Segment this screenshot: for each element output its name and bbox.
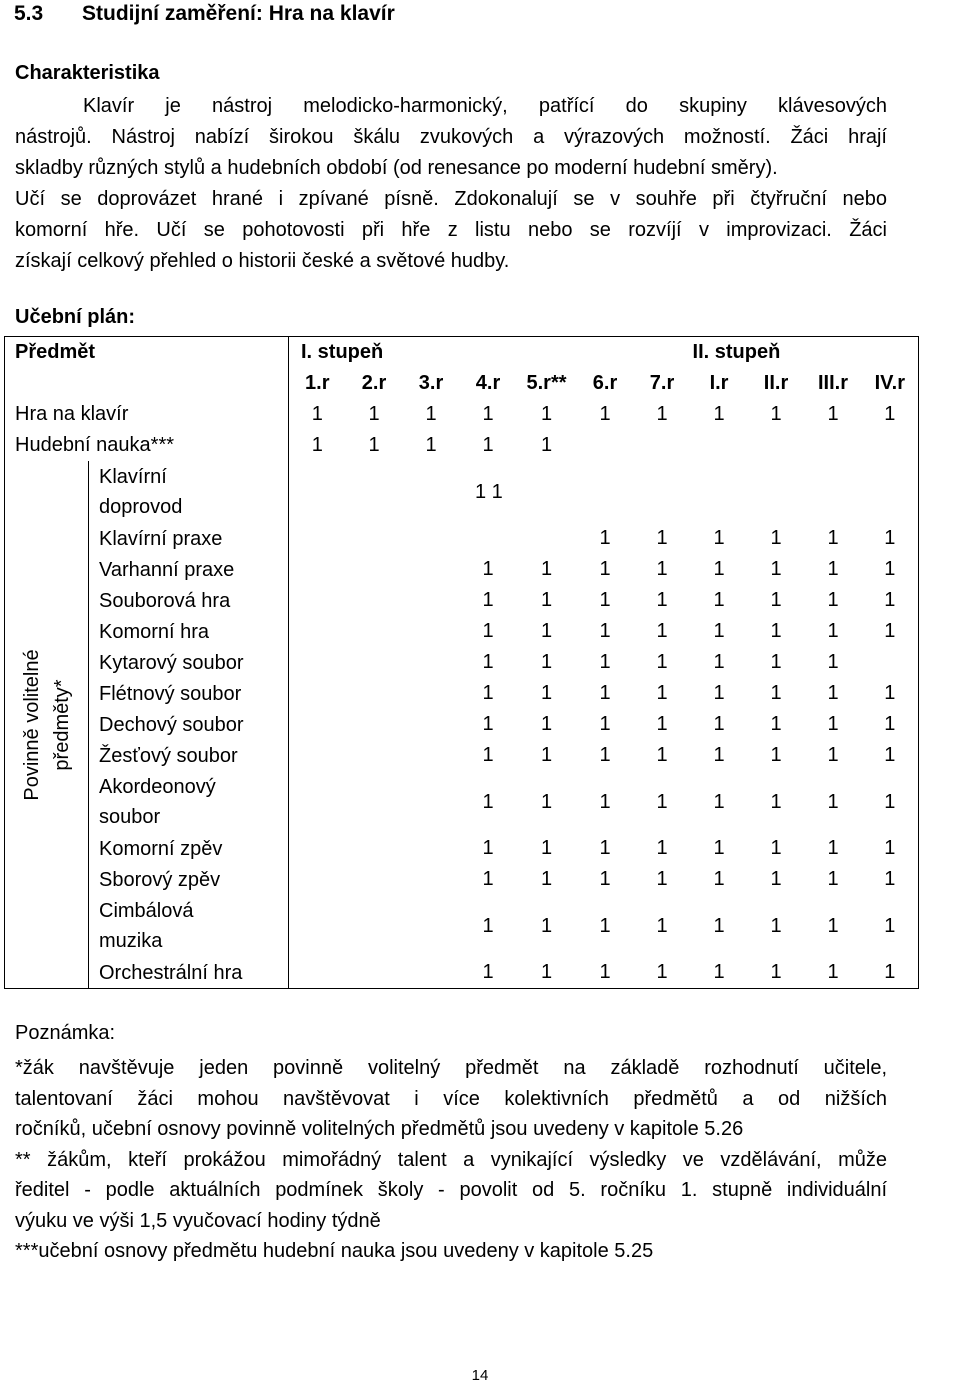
subject-name-line: doprovod <box>99 496 183 518</box>
value-cell: 1 <box>368 434 380 456</box>
value-cell: 1 <box>540 837 553 859</box>
year-header: 6.r <box>592 372 618 394</box>
value-cell <box>403 833 460 864</box>
paragraph-line: skladby různých stylů a hudebních období (od renesance po moderní hudební směry). <box>15 157 778 179</box>
value-cell <box>346 833 403 864</box>
notes-block <box>15 1053 887 1267</box>
value-cell: 1 <box>482 914 494 937</box>
value-cell <box>403 616 460 647</box>
table-row <box>5 647 919 678</box>
value-cell: 1 <box>862 523 919 554</box>
value-cell: 1 <box>713 403 725 425</box>
subject-name: Hra na klavír <box>5 399 289 430</box>
notes-title: Poznámka: <box>15 1022 116 1044</box>
note-line: ročníků, učební osnovy povinně volitelných předmětů jsou uvedeny v kapitole 5.26 <box>15 1118 744 1140</box>
value-cell <box>862 647 919 678</box>
value-cell: 1 <box>517 957 577 989</box>
value-cell: 1 <box>713 914 725 937</box>
value-cell: 1 <box>713 713 725 735</box>
value-cell: 1 <box>713 837 725 859</box>
elective-subject-name <box>89 740 289 771</box>
value-cell: 1 <box>540 868 553 890</box>
value-cell <box>517 523 577 554</box>
value-cell: 1 <box>482 682 494 704</box>
paragraph-line: nástrojů. Nástroj nabízí širokou škálu zvukových a výrazových možností. Žáci hrají <box>15 126 887 148</box>
value-cell: 1 <box>713 558 725 580</box>
value-cell: 1 <box>862 740 919 771</box>
subject-name-line: Flétnový soubor <box>99 682 242 705</box>
table-row <box>5 585 919 616</box>
value-cell: 1 <box>540 713 553 735</box>
value-cell: 1 <box>540 744 553 766</box>
value-cell: 1 <box>770 558 782 580</box>
elective-subject-name <box>89 864 289 895</box>
section-number: 5.3 <box>14 2 44 25</box>
study-plan-table <box>4 336 919 989</box>
value-cell: 1 <box>656 744 668 766</box>
value-cell <box>346 771 403 833</box>
value-cell: 1 <box>311 403 323 425</box>
value-cell <box>577 461 634 523</box>
value-cell: 1 <box>770 651 782 673</box>
value-cell: 1 <box>656 868 668 890</box>
value-cell: 1 <box>862 616 919 647</box>
value-cell: 1 <box>599 682 611 704</box>
table-row <box>5 554 919 585</box>
value-cell <box>403 523 460 554</box>
subject-name-line: Žesťový soubor <box>99 744 238 767</box>
value-cell: 1 <box>827 790 839 813</box>
subject-name-line: soubor <box>99 806 161 828</box>
year-header: 3.r <box>418 372 444 394</box>
value-cell: 1 <box>482 620 494 642</box>
value-cell: 1 <box>656 527 668 549</box>
subject-name-line: Varhanní praxe <box>99 558 235 581</box>
value-cell: 1 <box>656 558 668 580</box>
value-cell <box>460 523 517 554</box>
value-cell <box>289 678 346 709</box>
value-cell: 1 <box>599 837 611 859</box>
value-cell <box>346 709 403 740</box>
subject-name-line: Kytarový soubor <box>99 651 244 674</box>
value-cell <box>691 430 748 461</box>
table-row <box>5 461 919 523</box>
value-cell <box>346 647 403 678</box>
value-cell: 1 <box>770 620 782 642</box>
stage-1-header: I. stupeň <box>289 337 691 369</box>
value-cell: 1 <box>368 403 380 425</box>
value-cell: 1 <box>482 790 494 813</box>
subject-header: Předmět <box>5 337 289 369</box>
value-cell: 1 <box>482 558 494 580</box>
elective-subject-name <box>89 678 289 709</box>
value-cell <box>346 585 403 616</box>
elective-subject-name <box>89 895 289 957</box>
value-cell <box>346 616 403 647</box>
value-cell: 1 <box>482 744 494 766</box>
value-cell: 1 <box>599 403 611 425</box>
value-cell: 1 <box>482 651 494 673</box>
value-cell: 1 <box>713 744 725 766</box>
elective-subject-name <box>89 647 289 678</box>
value-cell: 1 <box>540 403 553 425</box>
year-header: 7.r <box>649 372 675 394</box>
note-line: výuku ve výši 1,5 vyučovací hodiny týdně <box>15 1209 381 1232</box>
table-row <box>5 771 919 833</box>
value-cell: 1 <box>540 589 553 611</box>
subject-name-line: Orchestrální hra <box>99 961 243 984</box>
value-cell: 1 <box>656 837 668 859</box>
value-cell: 1 <box>577 957 634 989</box>
value-cell: 1 <box>827 914 839 937</box>
value-cell: 1 <box>770 837 782 859</box>
value-cell: 1 <box>713 790 725 813</box>
elective-subject-name <box>89 833 289 864</box>
value-cell: 1 <box>862 554 919 585</box>
year-header: 4.r <box>475 372 501 394</box>
value-cell <box>403 740 460 771</box>
value-cell: 1 <box>691 957 748 989</box>
value-cell <box>289 585 346 616</box>
value-cell <box>403 771 460 833</box>
value-cell: 1 <box>656 403 668 425</box>
value-cell: 1 <box>656 620 668 642</box>
value-cell: 1 <box>656 682 668 704</box>
paragraph-line: Klavír je nástroj melodicko-harmonický, patřící do skupiny klávesových <box>83 95 887 117</box>
elective-subject-name <box>89 554 289 585</box>
value-cell: 1 <box>540 914 553 937</box>
paragraph-line: komorní hře. Učí se pohotovosti při hře z listu nebo se rozvíjí v improvizaci. Žáci <box>15 219 887 241</box>
value-cell: 1 <box>460 957 517 989</box>
table-row <box>5 616 919 647</box>
value-cell: 1 <box>770 527 782 549</box>
stage-2-header: II. stupeň <box>691 337 919 369</box>
note-line: ***učební osnovy předmětu hudební nauka jsou uvedeny v kapitole 5.25 <box>15 1240 654 1262</box>
table-row <box>5 709 919 740</box>
value-cell <box>403 895 460 957</box>
value-cell: 1 <box>656 790 668 813</box>
value-cell: 1 <box>482 713 494 735</box>
value-cell <box>346 895 403 957</box>
elective-group-text <box>17 649 77 800</box>
section-heading <box>14 2 395 26</box>
value-cell: 1 <box>770 682 782 704</box>
value-cell: 1 <box>770 790 782 813</box>
value-cell: 1 <box>862 399 919 430</box>
table-header-row <box>5 368 919 399</box>
value-cell <box>403 585 460 616</box>
table-row <box>5 957 919 989</box>
value-cell: 1 <box>599 589 611 611</box>
value-cell: 1 <box>827 868 839 890</box>
subject-name-line: Cimbálová <box>99 900 194 922</box>
value-cell: 1 <box>599 620 611 642</box>
value-cell <box>862 461 919 523</box>
value-cell: 1 <box>540 682 553 704</box>
value-cell: 1 <box>862 585 919 616</box>
header-blank <box>5 368 289 399</box>
value-cell <box>346 523 403 554</box>
value-cell: 1 <box>862 678 919 709</box>
elective-subject-name <box>89 585 289 616</box>
value-cell: 1 <box>656 914 668 937</box>
year-header: I.r <box>709 372 729 394</box>
subject-name-line: Sborový zpěv <box>99 868 221 891</box>
subject-name-line: Komorní hra <box>99 620 210 643</box>
value-cell: 1 <box>599 527 611 549</box>
value-cell <box>748 461 805 523</box>
value-cell: 1 <box>599 790 611 813</box>
subject-name-line: Klavírní <box>99 466 167 488</box>
value-cell: 1 <box>540 790 553 813</box>
value-cell <box>403 709 460 740</box>
value-cell: 1 <box>482 837 494 859</box>
value-cell <box>289 740 346 771</box>
value-cell: 1 <box>656 651 668 673</box>
table-row <box>5 833 919 864</box>
subject-name-line: Klavírní praxe <box>99 527 223 550</box>
value-cell: 1 <box>862 895 919 957</box>
value-cell: 1 <box>634 957 691 989</box>
value-cell: 1 <box>540 434 553 456</box>
value-cell <box>289 554 346 585</box>
value-cell: 1 <box>827 744 839 766</box>
value-cell <box>403 678 460 709</box>
subject-name: Hudební nauka*** <box>5 430 289 461</box>
value-cell: 1 <box>425 434 437 456</box>
subject-name-line: Souborová hra <box>99 589 231 612</box>
value-cell <box>403 554 460 585</box>
value-cell <box>289 895 346 957</box>
table-row <box>5 678 919 709</box>
value-cell: 1 <box>827 403 839 425</box>
characteristics-paragraph <box>15 91 887 277</box>
value-cell: 1 <box>656 589 668 611</box>
value-cell: 1 <box>599 558 611 580</box>
section-title: Studijní zaměření: Hra na klavír <box>82 2 395 25</box>
value-cell: 1 <box>827 837 839 859</box>
value-cell <box>289 647 346 678</box>
value-cell: 1 <box>713 682 725 704</box>
table-row <box>5 740 919 771</box>
value-cell: 1 <box>862 957 919 989</box>
value-cell: 1 <box>482 403 494 425</box>
elective-group-line: předměty* <box>50 678 73 771</box>
merged-value-cell: 1 1 <box>475 480 503 503</box>
year-header: II.r <box>763 372 789 394</box>
paragraph-line: Učí se doprovázet hrané i zpívané písně. Zdokonalují se v souhře při čtyřruční nebo <box>15 188 887 210</box>
value-cell: 1 <box>748 957 805 989</box>
value-cell: 1 <box>770 403 782 425</box>
value-cell <box>289 616 346 647</box>
table-row <box>5 399 919 430</box>
value-cell <box>289 833 346 864</box>
value-cell: 1 <box>827 713 839 735</box>
value-cell: 1 <box>862 709 919 740</box>
year-header: III.r <box>818 372 849 394</box>
value-cell <box>748 430 805 461</box>
value-cell <box>346 740 403 771</box>
value-cell: 1 <box>599 914 611 937</box>
value-cell <box>289 771 346 833</box>
value-cell: 1 <box>482 434 494 456</box>
table-row <box>5 430 919 461</box>
subject-name-line: muzika <box>99 930 163 952</box>
value-cell: 1 <box>713 527 725 549</box>
value-cell: 1 <box>770 744 782 766</box>
note-line: ředitel - podle aktuálních podmínek školy - povolit od 5. ročníku 1. stupně individuální <box>15 1179 887 1201</box>
year-header: 1.r <box>305 372 330 394</box>
value-cell: 1 <box>713 620 725 642</box>
value-cell: 1 <box>599 713 611 735</box>
value-cell: 1 <box>713 589 725 611</box>
elective-subject-name <box>89 461 289 523</box>
value-cell <box>634 461 691 523</box>
table-row <box>5 864 919 895</box>
value-cell <box>403 647 460 678</box>
value-cell <box>346 957 403 989</box>
value-cell: 1 <box>599 868 611 890</box>
value-cell <box>805 430 862 461</box>
value-cell <box>403 957 460 989</box>
value-cell: 1 <box>770 589 782 611</box>
value-cell: 1 <box>862 833 919 864</box>
subject-name-line: Komorní zpěv <box>99 837 223 860</box>
value-cell: 1 <box>540 558 553 580</box>
value-cell: 1 <box>805 957 862 989</box>
value-cell <box>289 957 346 989</box>
value-cell: 1 <box>713 651 725 673</box>
value-cell: 1 <box>540 651 553 673</box>
note-line: talentovaní žáci mohou navštěvovat i více kolektivních předmětů a od nižších <box>15 1087 887 1110</box>
value-cell: 1 <box>482 868 494 890</box>
elective-group-line: Povinně volitelné <box>20 648 43 801</box>
value-cell: 1 <box>482 589 494 611</box>
table-row <box>5 523 919 554</box>
value-cell <box>403 864 460 895</box>
value-cell: 1 <box>311 434 323 456</box>
note-line: ** žákům, kteří prokážou mimořádný talent a vynikající výsledky ve vzdělávání, může <box>15 1148 887 1171</box>
subject-name-line: Dechový soubor <box>99 713 244 736</box>
value-cell: 1 <box>713 868 725 890</box>
year-header: 5.r** <box>526 372 567 394</box>
table-row <box>5 895 919 957</box>
value-cell <box>346 678 403 709</box>
elective-subject-name <box>89 709 289 740</box>
elective-subject-name <box>89 771 289 833</box>
value-cell: 1 <box>827 651 839 673</box>
subject-name-line: Akordeonový <box>99 776 216 798</box>
value-cell: 1 <box>862 864 919 895</box>
characteristics-heading: Charakteristika <box>15 62 160 84</box>
paragraph-line: získají celkový přehled o historii české a světové hudby. <box>15 250 510 272</box>
study-plan-title: Učební plán: <box>15 306 136 328</box>
value-cell <box>346 864 403 895</box>
value-cell: 1 <box>425 403 437 425</box>
value-cell <box>289 864 346 895</box>
value-cell: 1 <box>599 744 611 766</box>
note-line: *žák navštěvuje jeden povinně volitelný předmět na základě rozhodnutí učitele, <box>15 1057 887 1079</box>
value-cell: 1 <box>827 589 839 611</box>
value-cell: 1 <box>540 620 553 642</box>
table-header-row <box>5 337 919 369</box>
value-cell <box>805 461 862 523</box>
value-cell <box>634 430 691 461</box>
value-cell: 1 <box>827 682 839 704</box>
value-cell <box>346 554 403 585</box>
value-cell: 1 <box>827 558 839 580</box>
value-cell: 1 <box>827 527 839 549</box>
elective-subject-name <box>89 523 289 554</box>
page-number: 14 <box>471 1367 489 1384</box>
value-cell <box>289 709 346 740</box>
value-cell: 1 <box>770 914 782 937</box>
value-cell: 1 <box>770 713 782 735</box>
value-cell <box>691 461 748 523</box>
value-cell: 1 <box>827 620 839 642</box>
value-cell <box>577 430 634 461</box>
value-cell: 1 <box>599 651 611 673</box>
year-header: 2.r <box>361 372 387 394</box>
elective-group-label <box>5 461 89 989</box>
year-header: IV.r <box>862 368 919 399</box>
value-cell <box>289 523 346 554</box>
value-cell: 1 <box>770 868 782 890</box>
value-cell: 1 <box>862 771 919 833</box>
elective-subject-name <box>89 957 289 989</box>
elective-subject-name <box>89 616 289 647</box>
value-cell <box>862 430 919 461</box>
value-cell: 1 <box>656 713 668 735</box>
